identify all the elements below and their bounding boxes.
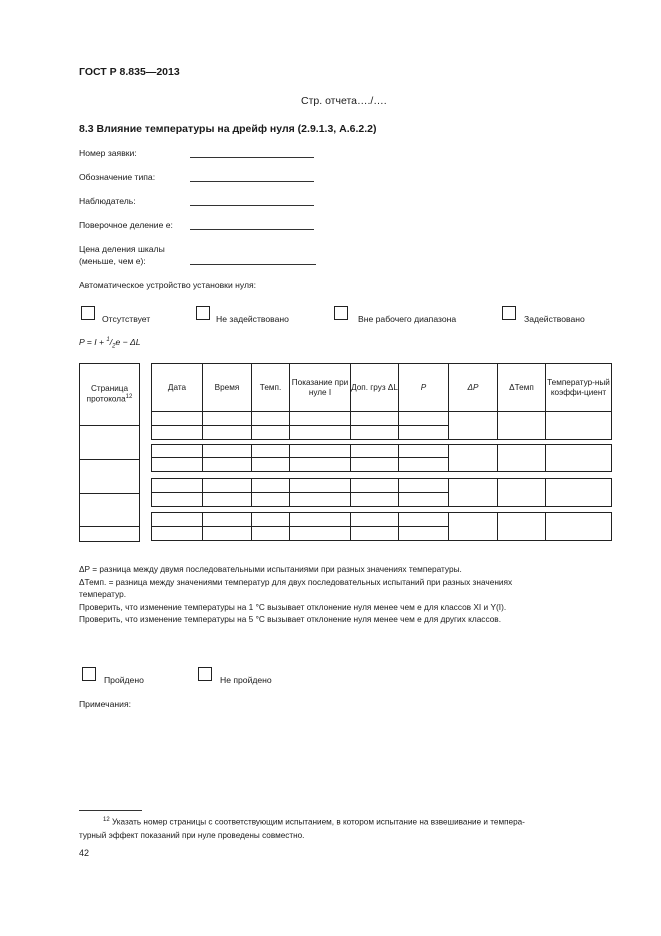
header-delta-temp: ΔТемп <box>497 363 546 412</box>
header-temp-coefficient: Температур-ный коэффи-циент <box>545 363 612 412</box>
table-cell-merged[interactable] <box>448 478 498 507</box>
header-p: P <box>398 363 449 412</box>
table-cell[interactable] <box>289 444 351 458</box>
table-cell[interactable] <box>202 425 252 440</box>
field-label-request-number: Номер заявки: <box>79 148 137 158</box>
table-cell[interactable] <box>289 478 351 493</box>
field-line-scale-division[interactable] <box>190 264 316 265</box>
table-cell[interactable] <box>289 457 351 472</box>
table-cell[interactable] <box>289 411 351 426</box>
table-cell[interactable] <box>251 512 290 527</box>
table-cell[interactable] <box>151 457 203 472</box>
table-cell[interactable] <box>202 411 252 426</box>
table-cell-merged[interactable] <box>545 444 612 472</box>
table-cell[interactable] <box>151 425 203 440</box>
table-cell[interactable] <box>350 478 399 493</box>
checkbox-out-of-range[interactable] <box>334 306 348 320</box>
field-line-request-number[interactable] <box>190 157 314 158</box>
header-zero-reading: Показание при нуле I <box>289 363 351 412</box>
table-cell-merged[interactable] <box>448 411 498 440</box>
table-cell[interactable] <box>151 512 203 527</box>
table-cell[interactable] <box>350 512 399 527</box>
footnote-line-1: $^{12}$ Указать номер страницы с соответствующим испытанием, в котором испытание на взвешивание и темпера- <box>103 817 525 827</box>
field-line-observer[interactable] <box>190 205 314 206</box>
table-cell[interactable] <box>289 512 351 527</box>
table-cell[interactable] <box>151 526 203 541</box>
table-cell[interactable] <box>289 425 351 440</box>
table-cell[interactable] <box>251 457 290 472</box>
table-cell[interactable] <box>398 425 449 440</box>
table-cell-merged[interactable] <box>448 444 498 472</box>
table-cell-merged[interactable] <box>497 444 546 472</box>
table-cell[interactable] <box>151 478 203 493</box>
table-cell[interactable] <box>202 478 252 493</box>
header-date: Дата <box>151 363 203 412</box>
table-cell[interactable] <box>350 411 399 426</box>
remarks-label: Примечания: <box>79 699 132 709</box>
table-cell[interactable] <box>251 411 290 426</box>
table-cell[interactable] <box>398 444 449 458</box>
checkbox-absent[interactable] <box>81 306 95 320</box>
checkbox-failed-label: Не пройдено <box>220 675 272 685</box>
table-cell[interactable] <box>251 444 290 458</box>
checkbox-passed-label: Пройдено <box>104 675 144 685</box>
checkbox-not-engaged-label: Не задействовано <box>216 314 289 324</box>
table-cell-merged[interactable] <box>545 512 612 541</box>
table-cell-merged[interactable] <box>497 411 546 440</box>
table-cell[interactable] <box>251 492 290 507</box>
table-cell[interactable] <box>251 526 290 541</box>
section-title: 8.3 Влияние температуры на дрейф нуля (2.9.1.3, А.6.2.2) <box>79 123 377 135</box>
table-cell[interactable] <box>202 444 252 458</box>
footnote-rule <box>79 810 142 811</box>
header-delta-p: ΔP <box>448 363 498 412</box>
note-delta-p: ΔP = разница между двумя последовательными испытаниями при разных значениях температуры. <box>79 564 462 574</box>
table-cell[interactable] <box>251 425 290 440</box>
table-cell[interactable] <box>350 457 399 472</box>
table-cell[interactable] <box>398 512 449 527</box>
table-cell[interactable] <box>350 425 399 440</box>
table-cell[interactable] <box>398 457 449 472</box>
table-cell[interactable] <box>202 492 252 507</box>
table-cell[interactable] <box>289 526 351 541</box>
table-cell[interactable] <box>350 492 399 507</box>
field-label-scale-division-note: (меньше, чем e): <box>79 256 146 266</box>
checkbox-absent-label: Отсутствует <box>102 314 151 324</box>
header-add-load: Доп. груз ΔL <box>350 363 399 412</box>
protocol-page-column <box>79 363 140 542</box>
table-cell-merged[interactable] <box>545 478 612 507</box>
table-cell[interactable] <box>398 478 449 493</box>
table-cell[interactable] <box>289 492 351 507</box>
checkbox-out-of-range-label: Вне рабочего диапазона <box>358 314 457 324</box>
note-delta-temp: ΔТемп. = разница между значениями температур для двух последовательных испытаний при разных значениях <box>79 577 513 587</box>
table-cell[interactable] <box>202 512 252 527</box>
note-check-1c: Проверить, что изменение температуры на 1 °С вызывает отклонение нуля менее чем e для классов XI и Y(I). <box>79 602 507 612</box>
table-cell-merged[interactable] <box>448 512 498 541</box>
checkbox-passed[interactable] <box>82 667 96 681</box>
header-time: Время <box>202 363 252 412</box>
table-cell[interactable] <box>398 411 449 426</box>
table-cell[interactable] <box>350 444 399 458</box>
field-line-type-designation[interactable] <box>190 181 314 182</box>
field-label-scale-division: Цена деления шкалы <box>79 244 165 254</box>
table-cell-merged[interactable] <box>497 512 546 541</box>
auto-zero-label: Автоматическое устройство установки нуля: <box>79 280 257 290</box>
document-header: ГОСТ Р 8.835—2013 <box>79 66 180 78</box>
checkbox-engaged-label: Задействовано <box>524 314 585 324</box>
table-cell[interactable] <box>202 526 252 541</box>
formula: $P = I + ^1/_2e - \Delta L$ <box>79 337 141 350</box>
report-page-label: Стр. отчета…./…. <box>301 95 387 107</box>
footnote-line-2: турный эффект показаний при нуле проведены совместно. <box>79 831 305 840</box>
field-label-verification-division: Поверочное деление e: <box>79 220 173 230</box>
header-temp: Темп. <box>251 363 290 412</box>
table-cell-merged[interactable] <box>497 478 546 507</box>
table-cell[interactable] <box>202 457 252 472</box>
table-cell[interactable] <box>151 492 203 507</box>
table-cell-merged[interactable] <box>545 411 612 440</box>
table-cell[interactable] <box>398 526 449 541</box>
note-check-5c: Проверить, что изменение температуры на 5 °С вызывает отклонение нуля менее чем e для других классов. <box>79 614 502 624</box>
table-cell[interactable] <box>151 411 203 426</box>
field-line-verification-division[interactable] <box>190 229 314 230</box>
field-label-observer: Наблюдатель: <box>79 196 136 206</box>
table-cell[interactable] <box>398 492 449 507</box>
page-number: 42 <box>79 848 90 858</box>
table-cell[interactable] <box>350 526 399 541</box>
checkbox-engaged[interactable] <box>502 306 516 320</box>
checkbox-not-engaged[interactable] <box>196 306 210 320</box>
table-cell[interactable] <box>251 478 290 493</box>
note-delta-temp-cont: температур. <box>79 589 127 599</box>
table-cell[interactable] <box>151 444 203 458</box>
protocol-page-header: Страница протокола$^{12}$ <box>79 363 140 426</box>
checkbox-failed[interactable] <box>198 667 212 681</box>
field-label-type-designation: Обозначение типа: <box>79 172 156 182</box>
